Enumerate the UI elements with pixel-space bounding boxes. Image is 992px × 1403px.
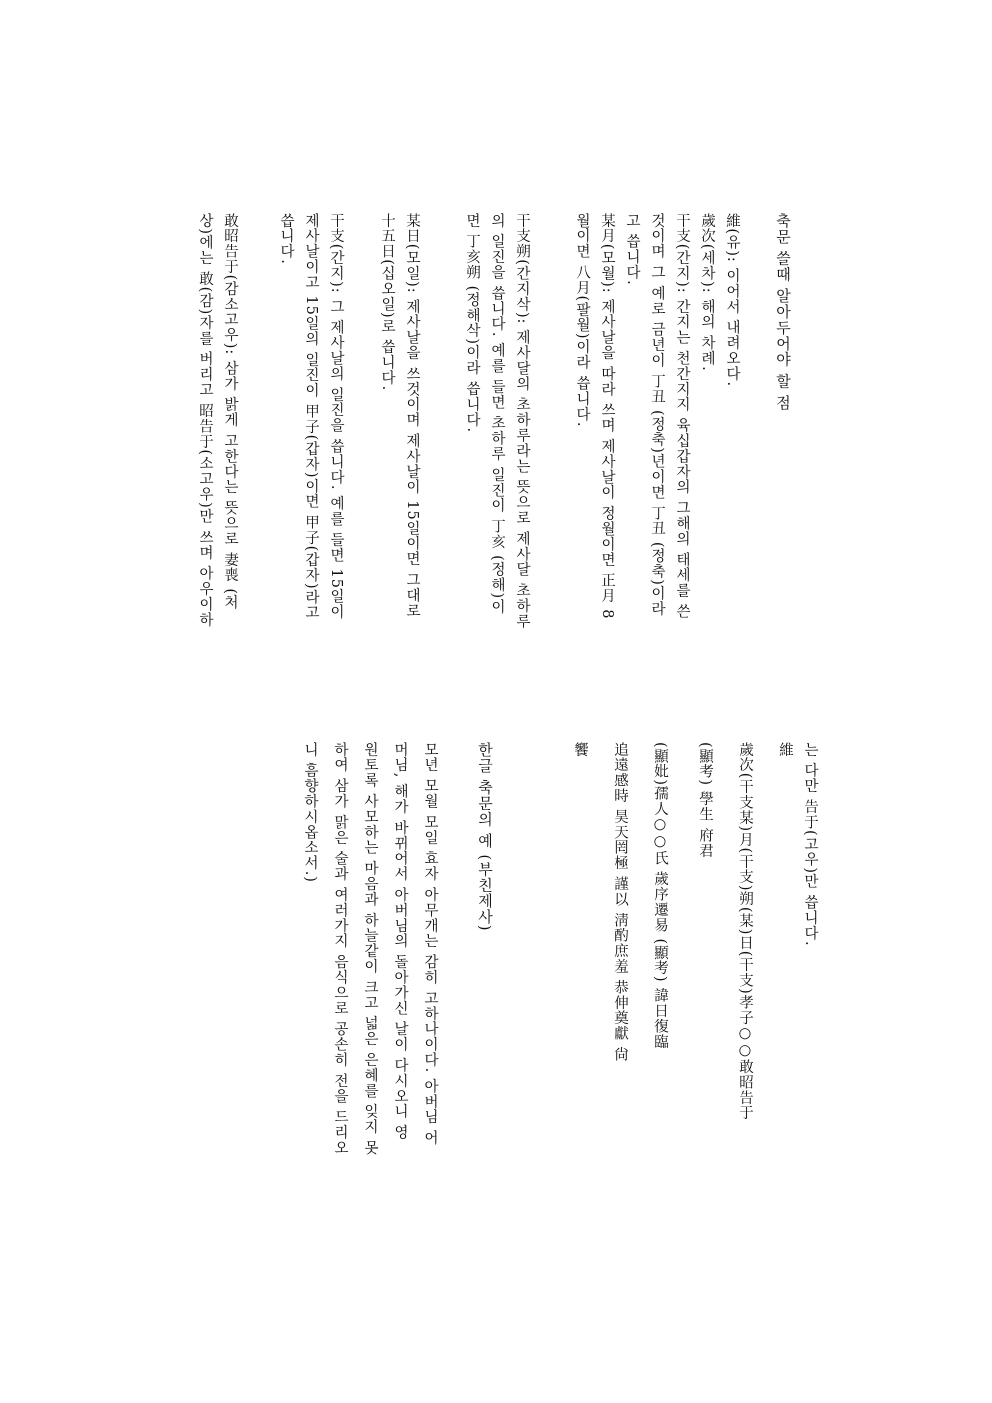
lower-line-4: (顯考) 學生 府君 (697, 742, 713, 859)
upper-line-8: 干支朔(간지삭): 제사달의 초하루라는 뜻으로 제사달 초하루 (514, 213, 530, 630)
lower-line-6: 追遠感時 昊天罔極 謹以 淸酌庶羞 恭伸奠獻 尙 (612, 742, 628, 1063)
lower-line-5: (顯妣)孺人○○氏 歲序遷易 (顯考) 諱日復臨 (652, 742, 668, 1050)
upper-line-17: 상)에는 敢(감)자를 버리고 昭告于(소고우)만 쓰며 아우이하 (197, 213, 213, 628)
lower-line-3: 歲次(干支某)月(干支)朔(某)日(干支)孝子○○敢昭告于 (737, 742, 753, 1121)
upper-title: 축문 쓸때 알아두어야 할 점 (774, 213, 792, 411)
upper-line-1: 維(유): 이어서 내려오다. (724, 213, 740, 388)
upper-line-3: 干支(간지): 간지는 천간지지 육십갑자의 그해의 태세를 쓴 (674, 213, 690, 620)
lower-line-9: 모년 모월 모일 효자 아무개는 감히 고하나이다. 아버님 어 (422, 742, 438, 1146)
lower-line-7: 饗 (572, 742, 588, 758)
lower-line-13: 니 흠향하시옵소서.) (302, 742, 318, 883)
upper-line-12: 十五日(십오일)로 씁니다. (379, 213, 395, 392)
upper-line-2: 歲次(세차): 해의 차례. (699, 213, 715, 372)
lower-line-2: 維 (777, 742, 793, 758)
lower-line-12: 하여 삼가 맑은 술과 여러가지 음식으로 공손히 전을 드리오 (332, 742, 348, 1156)
upper-line-11: 某日(모일): 제사날을 쓰것이며 제사날이 15일이면 그대로 (404, 213, 420, 619)
lower-line-11: 원토록 사모하는 마음과 하늘같이 크고 넓은 은혜를 잊지 못 (362, 742, 378, 1156)
upper-line-7: 월이면 八月(팔월)이라 씁니다. (574, 213, 590, 428)
upper-line-13: 干支(간지): 그 제사날의 일진을 씁니다. 예를 들면 15일이 (328, 213, 344, 620)
upper-line-5: 고 씁니다. (624, 213, 640, 286)
lower-line-10: 머님, 해가 바뀌어서 아버님의 돌아가신 날이 다시오니 영 (392, 742, 408, 1141)
upper-line-9: 의 일진을 씁니다. 예를 들면 초하루 일진이 丁亥 (정해)이 (489, 213, 505, 615)
upper-line-15: 씁니다. (278, 213, 294, 265)
upper-line-6: 某月(모월): 제사날을 따라 쓰며 제사날이 정월이면 正月 8 (599, 213, 615, 620)
upper-line-4: 것이며 그 예로 금년이 丁丑 (정축)년이면 丁丑 (정축)이라 (649, 213, 665, 617)
lower-example-title: 한글 축문의 예 (부친제사) (476, 742, 494, 932)
upper-line-10: 면 丁亥朔 (정해삭)이라 씁니다. (464, 213, 480, 433)
upper-line-16: 敢昭告于(감소고우): 삼가 밝게 고한다는 뜻으로 妻喪 (처 (222, 213, 238, 611)
lower-line-1: 는 다만 告于(고우)만 씁니다. (802, 742, 818, 947)
upper-line-14: 제사날이고 15일의 일진이 甲子(갑자)이면 甲子(갑자)라고 (303, 213, 319, 621)
